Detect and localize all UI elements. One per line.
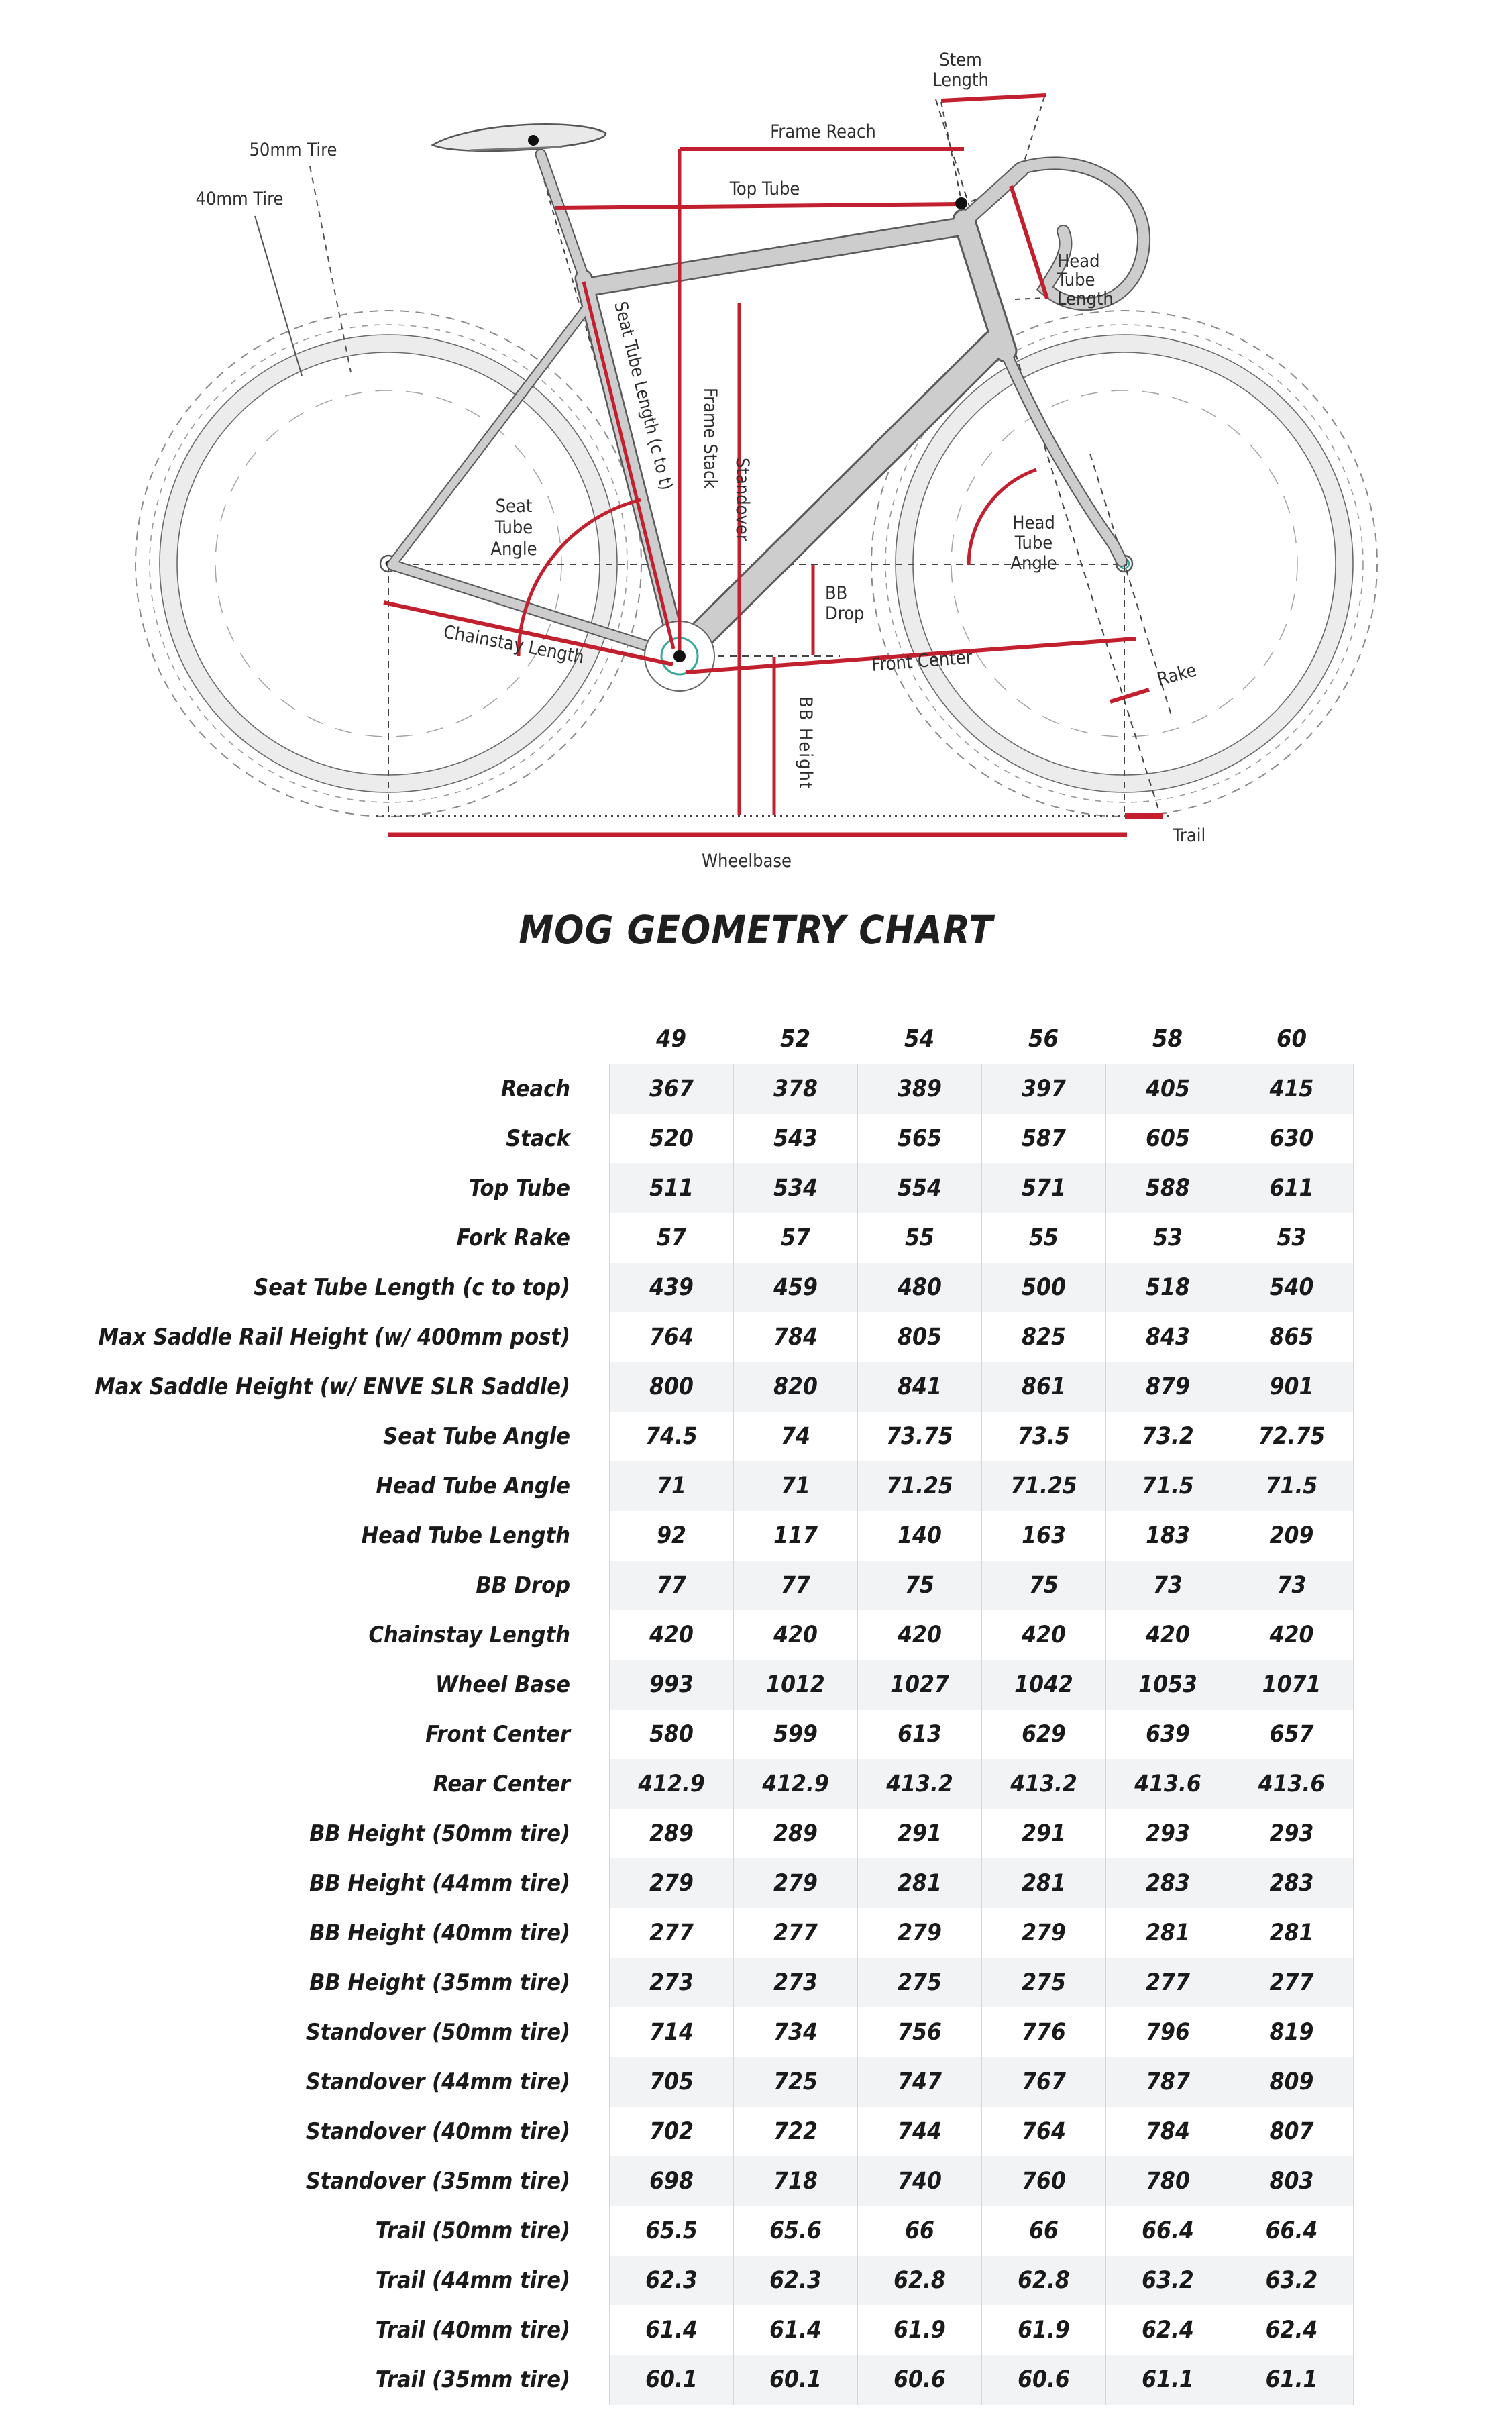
- value-cell: 413.6: [1105, 1759, 1230, 1809]
- value-cell: 780: [1105, 2156, 1230, 2206]
- table-header-row: [70, 1014, 1354, 1064]
- label-chainstay-length: Chainstay Length: [441, 621, 586, 668]
- value-cell: 784: [1105, 2107, 1230, 2156]
- value-cell: 397: [981, 1064, 1105, 1114]
- value-cell: 61.9: [981, 2305, 1105, 2355]
- table-row: [70, 1660, 1354, 1710]
- value-cell: 66.4: [1230, 2206, 1354, 2256]
- value-cell: 293: [1105, 1809, 1230, 1858]
- value-cell: 291: [857, 1809, 981, 1858]
- label-frame-reach: Frame Reach: [770, 121, 876, 142]
- value-cell: 439: [609, 1263, 733, 1312]
- value-cell: 861: [981, 1362, 1105, 1412]
- value-cell: 820: [733, 1362, 857, 1412]
- value-cell: 420: [1105, 1610, 1230, 1660]
- value-cell: 60.6: [981, 2355, 1105, 2405]
- row-label: Standover (40mm tire): [305, 2118, 570, 2145]
- row-label: Max Saddle Height (w/ ENVE SLR Saddle): [95, 1373, 570, 1400]
- value-cell: 767: [981, 2057, 1105, 2107]
- value-cell: 61.4: [609, 2305, 733, 2355]
- size-column-header: 60: [1276, 1025, 1307, 1053]
- label-tire-50: 50mm Tire: [249, 140, 337, 160]
- label-seat-tube-angle-2: Tube: [494, 517, 533, 538]
- label-head-tube-angle-2: Tube: [1014, 533, 1053, 554]
- label-seat-tube-angle-1: Seat: [495, 496, 533, 517]
- value-cell: 62.8: [857, 2256, 981, 2305]
- value-cell: 764: [609, 1312, 733, 1362]
- value-cell: 725: [733, 2057, 857, 2107]
- label-head-tube-length-1: Head: [1057, 251, 1100, 272]
- value-cell: 281: [1105, 1908, 1230, 1958]
- value-cell: 825: [981, 1312, 1105, 1362]
- value-cell: 66: [981, 2206, 1105, 2256]
- value-cell: 1027: [857, 1660, 981, 1710]
- value-cell: 75: [857, 1561, 981, 1610]
- value-cell: 275: [981, 1958, 1105, 2007]
- rake-line: [1110, 690, 1149, 702]
- row-label: Trail (50mm tire): [375, 2217, 570, 2244]
- value-cell: 405: [1105, 1064, 1230, 1114]
- value-cell: 62.3: [733, 2256, 857, 2305]
- value-cell: 281: [857, 1858, 981, 1908]
- page-title: MOG GEOMETRY CHART: [519, 907, 993, 953]
- value-cell: 420: [857, 1610, 981, 1660]
- row-label: Head Tube Length: [361, 1522, 570, 1549]
- label-bb-drop-1: BB: [825, 583, 848, 604]
- label-stem-length-2: Length: [932, 70, 989, 91]
- row-label: Standover (50mm tire): [305, 2019, 570, 2046]
- size-column-header: 49: [655, 1025, 687, 1053]
- row-label: BB Drop: [476, 1572, 570, 1599]
- value-cell: 92: [609, 1511, 733, 1561]
- value-cell: 57: [733, 1213, 857, 1263]
- value-cell: 657: [1230, 1710, 1354, 1759]
- size-column-header: 58: [1152, 1025, 1183, 1053]
- measurement-lines: [384, 95, 1163, 835]
- value-cell: 62.4: [1105, 2305, 1230, 2355]
- value-cell: 71.5: [1230, 1461, 1354, 1511]
- value-cell: 480: [857, 1263, 981, 1312]
- table-row: [70, 1908, 1354, 1958]
- row-label: BB Height (50mm tire): [309, 1820, 570, 1847]
- value-cell: 73.5: [981, 1412, 1105, 1461]
- table-row: [70, 1064, 1354, 1114]
- value-cell: 740: [857, 2156, 981, 2206]
- label-head-tube-angle-1: Head: [1012, 513, 1055, 533]
- value-cell: 53: [1230, 1213, 1354, 1263]
- table-row: [70, 1362, 1354, 1412]
- tire-40-leader: [255, 216, 302, 376]
- value-cell: 702: [609, 2107, 733, 2156]
- table-row: [70, 2156, 1354, 2206]
- row-label: BB Height (35mm tire): [309, 1969, 570, 1996]
- row-label: Trail (40mm tire): [375, 2317, 570, 2344]
- head-tube-length-line: [1011, 186, 1047, 299]
- value-cell: 843: [1105, 1312, 1230, 1362]
- value-cell: 71.25: [981, 1461, 1105, 1511]
- label-frame-stack: Frame Stack: [700, 388, 720, 489]
- row-label: Reach: [500, 1075, 570, 1102]
- value-cell: 367: [609, 1064, 733, 1114]
- size-column-header: 52: [779, 1025, 811, 1053]
- geometry-table: [70, 1014, 1354, 2405]
- value-cell: 61.1: [1230, 2355, 1354, 2405]
- value-cell: 140: [857, 1511, 981, 1561]
- value-cell: 74.5: [609, 1412, 733, 1461]
- value-cell: 279: [981, 1908, 1105, 1958]
- row-label: Fork Rake: [456, 1224, 570, 1251]
- value-cell: 71.25: [857, 1461, 981, 1511]
- value-cell: 511: [609, 1163, 733, 1213]
- frame: [392, 154, 1144, 656]
- value-cell: 378: [733, 1064, 857, 1114]
- value-cell: 57: [609, 1213, 733, 1263]
- value-cell: 277: [733, 1908, 857, 1958]
- row-label: Max Saddle Rail Height (w/ 400mm post): [98, 1324, 570, 1351]
- table-row: [70, 1858, 1354, 1908]
- value-cell: 865: [1230, 1312, 1354, 1362]
- value-cell: 520: [609, 1114, 733, 1163]
- value-cell: 73: [1105, 1561, 1230, 1610]
- value-cell: 77: [733, 1561, 857, 1610]
- header-empty-cell: [70, 1014, 609, 1064]
- value-cell: 565: [857, 1114, 981, 1163]
- value-cell: 279: [733, 1858, 857, 1908]
- value-cell: 760: [981, 2156, 1105, 2206]
- value-cell: 61.4: [733, 2305, 857, 2355]
- value-cell: 500: [981, 1263, 1105, 1312]
- label-seat-tube-angle-3: Angle: [490, 539, 537, 560]
- value-cell: 73.75: [857, 1412, 981, 1461]
- value-cell: 588: [1105, 1163, 1230, 1213]
- value-cell: 183: [1105, 1511, 1230, 1561]
- value-cell: 293: [1230, 1809, 1354, 1858]
- label-rake: Rake: [1154, 660, 1199, 690]
- row-label: Chainstay Length: [368, 1622, 570, 1648]
- value-cell: 776: [981, 2007, 1105, 2057]
- bike-geometry-diagram: [0, 0, 1512, 892]
- row-label: Seat Tube Length (c to top): [254, 1274, 570, 1301]
- label-head-tube-length-3: Length: [1057, 288, 1114, 309]
- value-cell: 117: [733, 1511, 857, 1561]
- value-cell: 841: [857, 1362, 981, 1412]
- value-cell: 55: [857, 1213, 981, 1263]
- value-cell: 413.2: [981, 1759, 1105, 1809]
- value-cell: 629: [981, 1710, 1105, 1759]
- value-cell: 420: [609, 1610, 733, 1660]
- table-row: [70, 2007, 1354, 2057]
- value-cell: 764: [981, 2107, 1105, 2156]
- value-cell: 277: [1105, 1958, 1230, 2007]
- head-tube-top-dot: [955, 197, 967, 209]
- table-row: [70, 1263, 1354, 1312]
- value-cell: 809: [1230, 2057, 1354, 2107]
- saddle: [433, 124, 606, 151]
- value-cell: 611: [1230, 1163, 1354, 1213]
- value-cell: 420: [1230, 1610, 1354, 1660]
- value-cell: 784: [733, 1312, 857, 1362]
- value-cell: 62.3: [609, 2256, 733, 2305]
- value-cell: 281: [981, 1858, 1105, 1908]
- value-cell: 209: [1230, 1511, 1354, 1561]
- label-stem-length-1: Stem: [939, 50, 982, 70]
- value-cell: 1012: [733, 1660, 857, 1710]
- value-cell: 879: [1105, 1362, 1230, 1412]
- value-cell: 420: [733, 1610, 857, 1660]
- label-wheelbase: Wheelbase: [702, 851, 792, 872]
- value-cell: 805: [857, 1312, 981, 1362]
- value-cell: 279: [609, 1858, 733, 1908]
- value-cell: 66: [857, 2206, 981, 2256]
- row-label: Standover (44mm tire): [305, 2068, 570, 2095]
- value-cell: 787: [1105, 2057, 1230, 2107]
- value-cell: 543: [733, 1114, 857, 1163]
- value-cell: 1071: [1230, 1660, 1354, 1710]
- value-cell: 415: [1230, 1064, 1354, 1114]
- value-cell: 71.5: [1105, 1461, 1230, 1511]
- value-cell: 281: [1230, 1908, 1354, 1958]
- table-row: [70, 1163, 1354, 1213]
- value-cell: 77: [609, 1561, 733, 1610]
- row-label: Stack: [506, 1125, 570, 1152]
- value-cell: 273: [733, 1958, 857, 2007]
- value-cell: 63.2: [1230, 2256, 1354, 2305]
- value-cell: 722: [733, 2107, 857, 2156]
- value-cell: 705: [609, 2057, 733, 2107]
- table-row: [70, 1561, 1354, 1610]
- value-cell: 291: [981, 1809, 1105, 1858]
- stem-length-line: [941, 95, 1046, 101]
- value-cell: 413.2: [857, 1759, 981, 1809]
- label-bb-height: BB Height: [795, 696, 816, 790]
- value-cell: 412.9: [733, 1759, 857, 1809]
- value-cell: 734: [733, 2007, 857, 2057]
- value-cell: 630: [1230, 1114, 1354, 1163]
- table-row: [70, 2355, 1354, 2405]
- value-cell: 53: [1105, 1213, 1230, 1263]
- value-cell: 718: [733, 2156, 857, 2206]
- label-head-tube-angle-3: Angle: [1010, 553, 1057, 574]
- value-cell: 62.8: [981, 2256, 1105, 2305]
- size-column-header: 56: [1028, 1025, 1059, 1053]
- value-cell: 289: [609, 1809, 733, 1858]
- value-cell: 420: [981, 1610, 1105, 1660]
- label-top-tube: Top Tube: [729, 178, 800, 199]
- value-cell: 744: [857, 2107, 981, 2156]
- saddle-rail-dot: [528, 135, 539, 146]
- value-cell: 807: [1230, 2107, 1354, 2156]
- row-label: Trail (44mm tire): [375, 2267, 570, 2294]
- value-cell: 60.6: [857, 2355, 981, 2405]
- value-cell: 580: [609, 1710, 733, 1759]
- label-front-center: Front Center: [871, 647, 973, 676]
- value-cell: 993: [609, 1660, 733, 1710]
- value-cell: 55: [981, 1213, 1105, 1263]
- bb-center-dot: [673, 650, 686, 662]
- table-row: [70, 2206, 1354, 2256]
- row-label: Front Center: [425, 1721, 570, 1748]
- value-cell: 518: [1105, 1263, 1230, 1312]
- value-cell: 714: [609, 2007, 733, 2057]
- value-cell: 273: [609, 1958, 733, 2007]
- value-cell: 534: [733, 1163, 857, 1213]
- value-cell: 73.2: [1105, 1412, 1230, 1461]
- row-label: Rear Center: [433, 1771, 570, 1797]
- value-cell: 72.75: [1230, 1412, 1354, 1461]
- table-row: [70, 1759, 1354, 1809]
- value-cell: 901: [1230, 1362, 1354, 1412]
- value-cell: 71: [733, 1461, 857, 1511]
- value-cell: 613: [857, 1710, 981, 1759]
- row-label: Top Tube: [469, 1175, 570, 1202]
- value-cell: 61.1: [1105, 2355, 1230, 2405]
- value-cell: 800: [609, 1362, 733, 1412]
- value-cell: 61.9: [857, 2305, 981, 2355]
- value-cell: 73: [1230, 1561, 1354, 1610]
- value-cell: 1053: [1105, 1660, 1230, 1710]
- value-cell: 71: [609, 1461, 733, 1511]
- value-cell: 756: [857, 2007, 981, 2057]
- table-row: [70, 1312, 1354, 1362]
- table-row: [70, 1710, 1354, 1759]
- value-cell: 796: [1105, 2007, 1230, 2057]
- row-label: BB Height (44mm tire): [309, 1870, 570, 1897]
- value-cell: 587: [981, 1114, 1105, 1163]
- value-cell: 65.6: [733, 2206, 857, 2256]
- row-label: Wheel Base: [435, 1671, 570, 1698]
- value-cell: 459: [733, 1263, 857, 1312]
- table-row: [70, 1114, 1354, 1163]
- value-cell: 62.4: [1230, 2305, 1354, 2355]
- label-trail: Trail: [1173, 825, 1206, 846]
- value-cell: 277: [1230, 1958, 1354, 2007]
- value-cell: 277: [609, 1908, 733, 1958]
- table-row: [70, 1461, 1354, 1511]
- row-label: Trail (35mm tire): [375, 2366, 570, 2393]
- size-column-header: 54: [904, 1025, 935, 1053]
- table-row: [70, 1809, 1354, 1858]
- value-cell: 819: [1230, 2007, 1354, 2057]
- label-standover: Standover: [732, 458, 753, 541]
- table-row: [70, 2256, 1354, 2305]
- value-cell: 639: [1105, 1710, 1230, 1759]
- value-cell: 803: [1230, 2156, 1354, 2206]
- value-cell: 698: [609, 2156, 733, 2206]
- table-row: [70, 2107, 1354, 2156]
- value-cell: 605: [1105, 1114, 1230, 1163]
- value-cell: 289: [733, 1809, 857, 1858]
- value-cell: 1042: [981, 1660, 1105, 1710]
- label-seat-tube-length: Seat Tube Length (c to t): [610, 299, 677, 492]
- value-cell: 599: [733, 1710, 857, 1759]
- value-cell: 163: [981, 1511, 1105, 1561]
- row-label: BB Height (40mm tire): [309, 1920, 570, 1946]
- value-cell: 413.6: [1230, 1759, 1354, 1809]
- value-cell: 389: [857, 1064, 981, 1114]
- value-cell: 66.4: [1105, 2206, 1230, 2256]
- label-bb-drop-2: Drop: [825, 603, 865, 624]
- value-cell: 540: [1230, 1263, 1354, 1312]
- value-cell: 75: [981, 1561, 1105, 1610]
- geometry-table-body: [70, 1064, 1354, 2405]
- top-tube-line: [555, 204, 961, 208]
- value-cell: 63.2: [1105, 2256, 1230, 2305]
- table-row: [70, 1511, 1354, 1561]
- table-row: [70, 2305, 1354, 2355]
- value-cell: 60.1: [733, 2355, 857, 2405]
- table-row: [70, 2057, 1354, 2107]
- value-cell: 279: [857, 1908, 981, 1958]
- value-cell: 747: [857, 2057, 981, 2107]
- label-tire-40: 40mm Tire: [195, 189, 284, 209]
- value-cell: 74: [733, 1412, 857, 1461]
- label-head-tube-length-2: Tube: [1057, 270, 1095, 291]
- table-row: [70, 1213, 1354, 1263]
- value-cell: 283: [1105, 1858, 1230, 1908]
- value-cell: 571: [981, 1163, 1105, 1213]
- table-row: [70, 1610, 1354, 1660]
- value-cell: 554: [857, 1163, 981, 1213]
- value-cell: 60.1: [609, 2355, 733, 2405]
- value-cell: 412.9: [609, 1759, 733, 1809]
- table-row: [70, 1958, 1354, 2007]
- value-cell: 275: [857, 1958, 981, 2007]
- table-row: [70, 1412, 1354, 1461]
- row-label: Head Tube Angle: [376, 1473, 570, 1500]
- row-label: Standover (35mm tire): [305, 2168, 570, 2195]
- value-cell: 283: [1230, 1858, 1354, 1908]
- value-cell: 65.5: [609, 2206, 733, 2256]
- row-label: Seat Tube Angle: [383, 1423, 570, 1450]
